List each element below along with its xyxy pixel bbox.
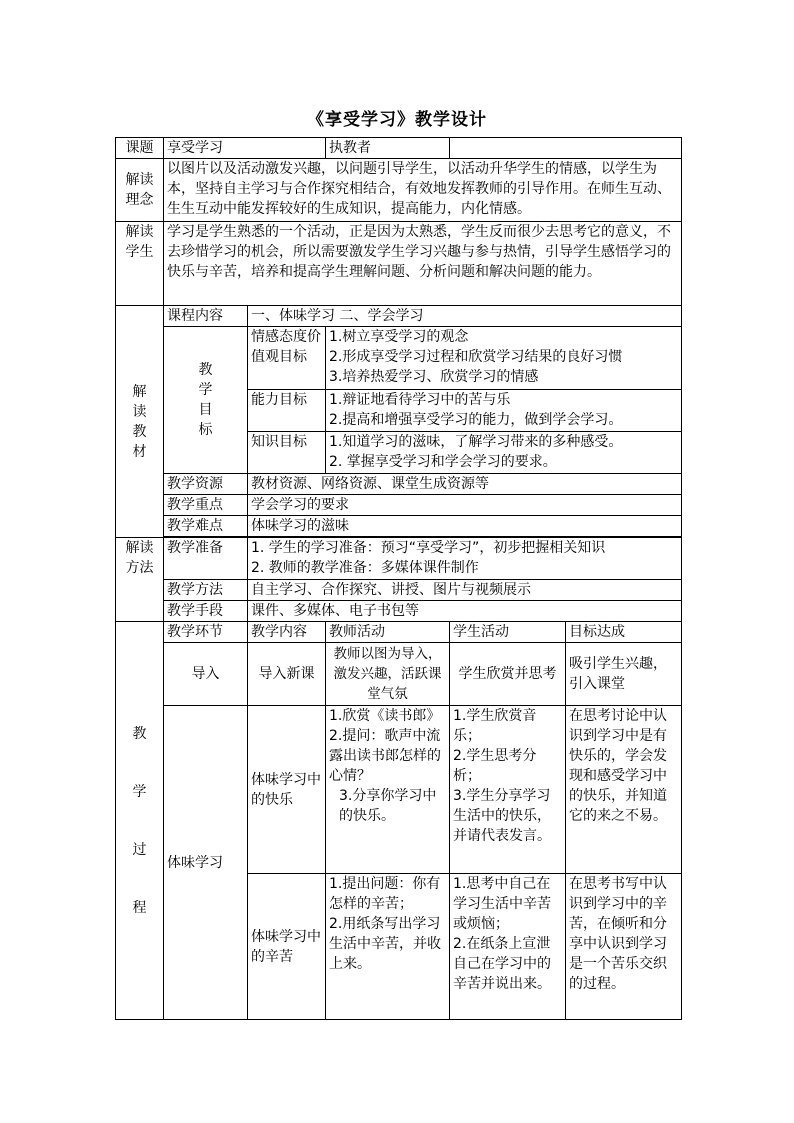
goal-name: 情感态度价值观目标 [248,327,326,390]
prep-label: 教学准备 [164,538,248,580]
intro-goal: 吸引学生兴趣，引入课堂 [566,643,682,706]
content-row [116,306,682,327]
stage2-label: 体味学习 [164,706,248,1020]
header-goal: 目标达成 [566,622,682,643]
students-text: 学习是学生熟悉的一个活动，正是因为太熟悉，学生反而很少去思考它的意义，不去珍惜学习的机会，所以需要激发学生学习兴趣与参与热情，引导学生感悟学习的快乐与辛苦，培养和提高学生理解问题、分析问题和解决问题的能力。 [164,222,682,306]
row-content: 体味学习中的快乐 [248,706,326,874]
resources-value: 教材资源、网络资源、课堂生成资源等 [248,474,682,495]
row-student: 1.思考中自己在学习生活中辛苦或烦恼； 2.在纸条上宣泄自己在学习中的辛苦并说出来。 [450,874,566,1020]
goal-row-emotion [116,327,682,390]
key-value: 学会学习的要求 [248,495,682,516]
header-stage: 教学环节 [164,622,248,643]
intro-row [116,643,682,706]
goal-items: 1.知道学习的滋味，了解学习带来的多种感受。 2. 掌握享受学习和学会学习的要求。 [326,432,682,474]
intro-student: 学生欣赏并思考 [450,643,566,706]
means-value: 课件、多媒体、电子书包等 [248,601,682,622]
page-title: 《享受学习》教学设计 [307,110,487,130]
concept-row [116,159,682,222]
teacher-value [450,138,682,159]
header-student: 学生活动 [450,622,566,643]
key-label: 教学重点 [164,495,248,516]
prep-row [116,538,682,580]
difficult-value: 体味学习的滋味 [248,516,682,537]
method-label: 教学方法 [164,580,248,601]
topic-value: 享受学习 [164,138,326,159]
intro-content: 导入新课 [248,643,326,706]
content-label: 课程内容 [164,306,248,327]
means-label: 教学手段 [164,601,248,622]
row-teacher: 1.欣赏《读书郎》 2.提问：歌声中流露出读书郎怎样的心情？ 3.分享你学习中的快乐。 [326,706,450,874]
concept-label: 解读 理念 [116,159,164,222]
resources-row [116,474,682,495]
row-goal: 在思考讨论中认识到学习中是有快乐的，学会发现和感受学习中的快乐，并知道它的来之不易。 [566,706,682,874]
difficult-label: 教学难点 [164,516,248,537]
goal-items: 1.树立享受学习的观念 2.形成享受学习过程和欣赏学习结果的良好习惯 3.培养热爱学习、欣赏学习的情感 [326,327,682,390]
row-content: 体味学习中的辛苦 [248,874,326,1020]
method-row [116,580,682,601]
resources-label: 教学资源 [164,474,248,495]
difficult-row [116,516,682,537]
means-row [116,601,682,622]
method-value: 自主学习、合作探究、讲授、图片与视频展示 [248,580,682,601]
intro-stage: 导入 [164,643,248,706]
lesson-plan-table [115,137,682,1020]
concept-text: 以图片以及活动激发兴趣，以问题引导学生，以活动升华学生的情感，以学生为本，坚持自主学习与合作探究相结合，有效地发挥教师的引导作用。在师生互动、生生互动中能发挥较好的生成知识，提高能力，内化情感。 [164,159,682,222]
prep-items: 1. 学生的学习准备：预习“享受学习”，初步把握相关知识 2. 教师的教学准备：多媒体课件制作 [248,538,682,580]
row-teacher: 1.提出问题：你有怎样的辛苦； 2.用纸条写出学习生活中辛苦，并收上来。 [326,874,450,1020]
students-label: 解读 学生 [116,222,164,306]
topic-label: 课题 [116,138,164,159]
process-row-joy [116,706,682,874]
methods-label: 解读 方法 [116,538,164,622]
row-student: 1.学生欣赏音乐； 2.学生思考分析； 3.学生分享学习生活中的快乐，并请代表发言。 [450,706,566,874]
header-teacher: 教师活动 [326,622,450,643]
teacher-label: 执教者 [326,138,450,159]
goal-items: 1.辩证地看待学习中的苦与乐 2.提高和增强享受学习的能力，做到学会学习。 [326,390,682,432]
process-label: 教 学 过 程 [116,622,164,1020]
goal-name: 能力目标 [248,390,326,432]
students-row [116,222,682,306]
header-content: 教学内容 [248,622,326,643]
topic-row [116,138,682,159]
key-row [116,495,682,516]
content-value: 一、体味学习 二、学会学习 [248,306,682,327]
process-header-row [116,622,682,643]
row-goal: 在思考书写中认识到学习中的辛苦，在倾听和分享中认识到学习是一个苦乐交织的过程。 [566,874,682,1020]
goals-label: 教 学 目 标 [164,327,248,474]
goal-name: 知识目标 [248,432,326,474]
intro-teacher: 教师以图为导入，激发兴趣，活跃课堂气氛 [326,643,450,706]
materials-label: 解 读 教 材 [116,306,164,538]
